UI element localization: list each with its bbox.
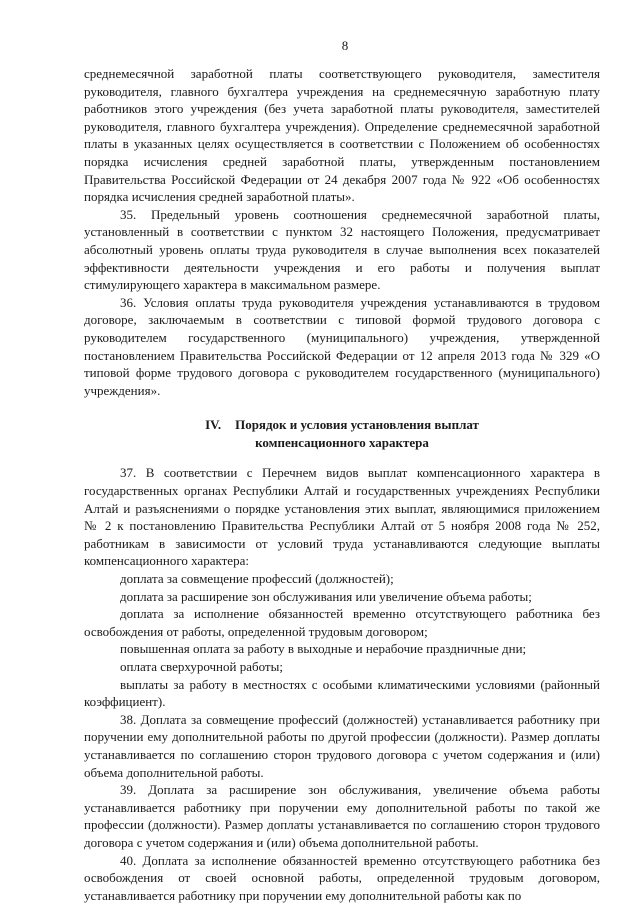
section-title-line-1: Порядок и условия установления выплат	[235, 417, 479, 433]
section-title-line-2: компенсационного характера	[255, 434, 429, 450]
section-heading-line-1	[84, 416, 600, 434]
section-number: IV.	[205, 417, 222, 433]
paragraph: доплата за исполнение обязанностей временно отсутствующего работника без освобождения от работы, определенной трудовым договором;	[84, 606, 600, 639]
paragraph: 40. Доплата за исполнение обязанностей временно отсутствующего работника без освобождения от своей основной работы, определенной трудовым договором, устанавливается работнику при поручении ему дополнительной работы как по	[84, 852, 600, 903]
paragraph: 38. Доплата за совмещение профессий (должностей) устанавливается работнику при поручении ему дополнительной работы по другой профессии (должности). Размер доплаты устанавливается по соглашению сторон трудового договора с учетом содержания и (или) объема дополнительной работы.	[84, 711, 600, 780]
paragraph: оплата сверхурочной работы;	[120, 659, 283, 674]
paragraph: среднемесячной заработной платы соответствующего руководителя, заместителя руководителя, главного бухгалтера учреждения на среднемесячную заработную плату работников этого учреждения (без учета заработной платы руководителя, заместителей руководителя, главного бухгалтера учреждения). Определение среднемесячной заработной платы в указанных целях осуществляется в соответствии с Положением об особенностях порядка исчисления средней заработной платы, утвержденным постановлением Правительства Российской Федерации от 24 декабря 2007 года № 922 «Об особенностях порядка исчисления средней заработной платы».	[84, 66, 600, 205]
paragraphs-after-section	[84, 464, 600, 904]
paragraph: 35. Предельный уровень соотношения среднемесячной заработной платы, установленный в соответствии с пунктом 32 настоящего Положения, предусматривает абсолютный уровень оплаты труда руководителя в случае выполнения всех показателей эффективности деятельности учреждения и его работы и получения выплат стимулирующего характера в максимальном размере.	[84, 206, 600, 293]
paragraph: доплата за совмещение профессий (должностей);	[120, 571, 394, 587]
paragraph: доплата за расширение зон обслуживания или увеличение объема работы;	[120, 588, 532, 604]
section-heading	[84, 416, 600, 451]
page-number: 8	[341, 38, 349, 53]
document-page	[84, 38, 600, 904]
paragraph: 39. Доплата за расширение зон обслуживания, увеличение объема работы устанавливается работнику при поручении ему дополнительной работы по такой же профессии (должности). Размер доплаты устанавливается по соглашению сторон трудового договора с учетом содержания и (или) объема дополнительной работы.	[84, 782, 600, 850]
paragraph: 36. Условия оплаты труда руководителя учреждения устанавливаются в трудовом договоре, заключаемым в соответствии с типовой формой трудового договора с руководителем государственного (муниципального) учреждения, утвержденной постановлением Правительства Российской Федерации от 12 апреля 2013 года № 329 «О типовой форме трудового договора с руководителем государственного (муниципального) учреждения».	[84, 294, 600, 398]
paragraph: выплаты за работу в местностях с особыми климатическими условиями (районный коэффициент).	[84, 676, 600, 710]
paragraph: повышенная оплата за работу в выходные и нерабочие праздничные дни;	[120, 641, 527, 657]
paragraph: 37. В соответствии с Перечнем видов выплат компенсационного характера в государственных органах Республики Алтай и государственных учреждениях Республики Алтай и разъяснениями о порядке установления этих выплат, являющимися приложением № 2 к постановлению Правительства Республики Алтай от 5 ноября 2008 года № 252, работникам в зависимости от условий труда устанавливаются следующие выплаты компенсационного характера:	[84, 465, 600, 569]
paragraphs-before-section	[84, 65, 600, 399]
